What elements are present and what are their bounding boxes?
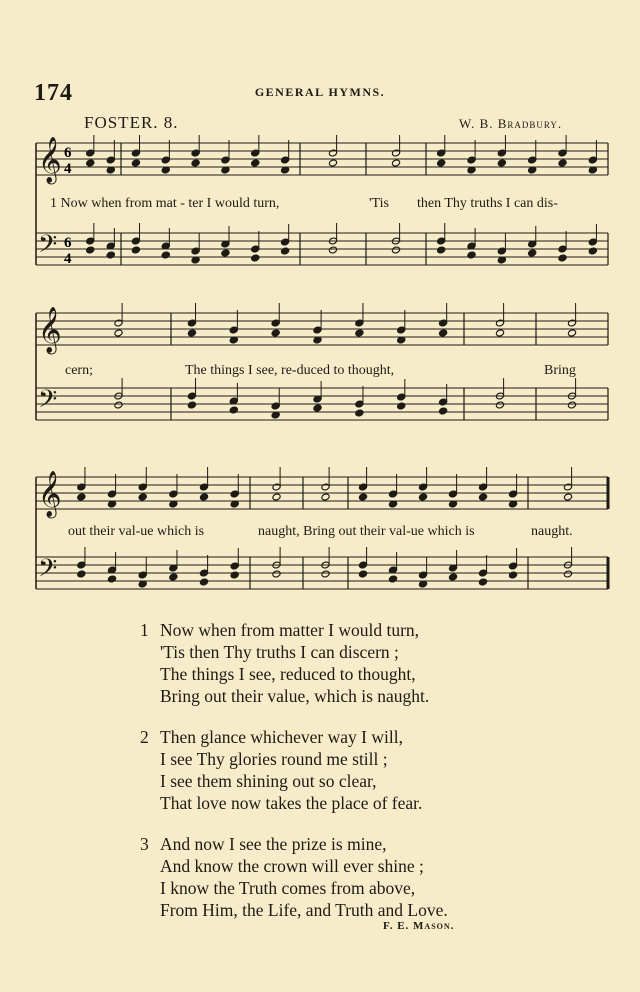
note-head xyxy=(563,570,572,578)
note-head xyxy=(191,159,200,167)
hymn-verses xyxy=(0,620,640,941)
note-head xyxy=(563,493,572,501)
time-signature-bottom: 4 xyxy=(64,251,72,267)
lyric-fragment: naught, Bring out their val-ue which is xyxy=(258,524,475,539)
note-head xyxy=(199,578,208,586)
verse-line: The things I see, reduced to thought, xyxy=(160,664,416,684)
note-head xyxy=(478,493,487,501)
note-head xyxy=(355,409,364,417)
note-head xyxy=(77,493,86,501)
time-signature-bottom: 4 xyxy=(64,161,72,177)
note-head xyxy=(187,329,196,337)
lyric-fragment: 1 Now when from mat - ter I would turn, xyxy=(50,196,280,211)
note-head xyxy=(437,159,446,167)
note-head xyxy=(495,329,504,337)
note-head xyxy=(567,401,576,409)
note-head xyxy=(272,493,281,501)
running-head: GENERAL HYMNS. xyxy=(254,85,386,99)
note-head xyxy=(114,401,123,409)
note-head xyxy=(251,159,260,167)
note-head xyxy=(478,578,487,586)
note-head xyxy=(281,247,290,255)
note-head xyxy=(528,249,537,257)
verse-line: I see them shining out so clear, xyxy=(160,771,377,791)
note-head xyxy=(448,573,457,581)
verse-line: And now I see the prize is mine, xyxy=(160,834,387,854)
note-head xyxy=(106,251,115,259)
verse-number: 1 xyxy=(140,620,149,640)
note-head xyxy=(567,329,576,337)
bass-clef-icon: 𝄢 xyxy=(38,385,58,420)
time-signature-top: 6 xyxy=(64,145,72,161)
note-head xyxy=(199,493,208,501)
note-head xyxy=(230,571,239,579)
lyric-fragment: The things I see, re-duced to thought, xyxy=(185,363,395,378)
note-head xyxy=(355,329,364,337)
verse-line: From Him, the Life, and Truth and Love. xyxy=(160,900,448,920)
verse-1 xyxy=(0,620,640,708)
lyric-fragment: Bring xyxy=(544,363,576,378)
lyric-fragment: cern; xyxy=(65,363,93,378)
note-head xyxy=(508,571,517,579)
verse-line: Now when from matter I would turn, xyxy=(160,620,420,640)
verse-line: And know the crown will ever shine ; xyxy=(160,856,424,876)
time-signature-top: 6 xyxy=(64,235,72,251)
note-head xyxy=(86,159,95,167)
verse-2 xyxy=(0,727,640,815)
verse-line: I see Thy glories round me still ; xyxy=(160,749,388,769)
note-head xyxy=(321,570,330,578)
note-head xyxy=(397,402,406,410)
treble-clef-icon: 𝄞 xyxy=(38,471,62,517)
note-head xyxy=(271,329,280,337)
note-head xyxy=(138,493,147,501)
lyric-fragment: naught. xyxy=(531,524,573,539)
note-head xyxy=(321,493,330,501)
note-head xyxy=(114,329,123,337)
note-head xyxy=(439,407,448,415)
note-head xyxy=(391,246,400,254)
note-head xyxy=(439,329,448,337)
verse-number: 3 xyxy=(140,834,149,854)
lyric-fragment: out their val-ue which is xyxy=(68,524,205,539)
verse-line: That love now takes the place of fear. xyxy=(160,793,423,813)
page-number: 174 xyxy=(34,80,73,106)
note-head xyxy=(131,159,140,167)
lyric-fragment: then Thy truths I can dis- xyxy=(417,196,558,211)
treble-clef-icon: 𝄞 xyxy=(38,137,62,183)
note-head xyxy=(107,575,116,583)
note-head xyxy=(251,254,260,262)
note-head xyxy=(86,246,95,254)
lyric-fragment: 'Tis xyxy=(369,196,389,211)
note-head xyxy=(358,493,367,501)
verse-line: Bring out their value, which is naught. xyxy=(160,686,430,706)
note-head xyxy=(558,254,567,262)
note-head xyxy=(313,404,322,412)
note-head xyxy=(131,246,140,254)
note-head xyxy=(391,159,400,167)
note-head xyxy=(328,246,337,254)
note-head xyxy=(495,401,504,409)
verse-3 xyxy=(0,834,640,922)
note-head xyxy=(272,570,281,578)
hymn-author: F. E. Mason. xyxy=(383,920,455,932)
note-head xyxy=(497,159,506,167)
note-head xyxy=(328,159,337,167)
note-head xyxy=(161,251,170,259)
bass-clef-icon: 𝄢 xyxy=(38,230,58,265)
note-head xyxy=(229,406,238,414)
bass-clef-icon: 𝄢 xyxy=(38,554,58,589)
treble-clef-icon: 𝄞 xyxy=(38,307,62,353)
note-head xyxy=(588,247,597,255)
tune-name: FOSTER. 8. xyxy=(84,113,179,132)
note-head xyxy=(558,159,567,167)
note-head xyxy=(169,573,178,581)
note-head xyxy=(418,493,427,501)
verse-number: 2 xyxy=(140,727,149,747)
note-head xyxy=(467,251,476,259)
note-head xyxy=(187,401,196,409)
note-head xyxy=(77,570,86,578)
verse-line: Then glance whichever way I will, xyxy=(160,727,403,747)
composer: W. B. Bradbury. xyxy=(459,116,563,131)
note-head xyxy=(221,249,230,257)
verse-line: I know the Truth comes from above, xyxy=(160,878,416,898)
note-head xyxy=(358,570,367,578)
verse-line: 'Tis then Thy truths I can discern ; xyxy=(160,642,399,662)
note-head xyxy=(388,575,397,583)
note-head xyxy=(437,246,446,254)
